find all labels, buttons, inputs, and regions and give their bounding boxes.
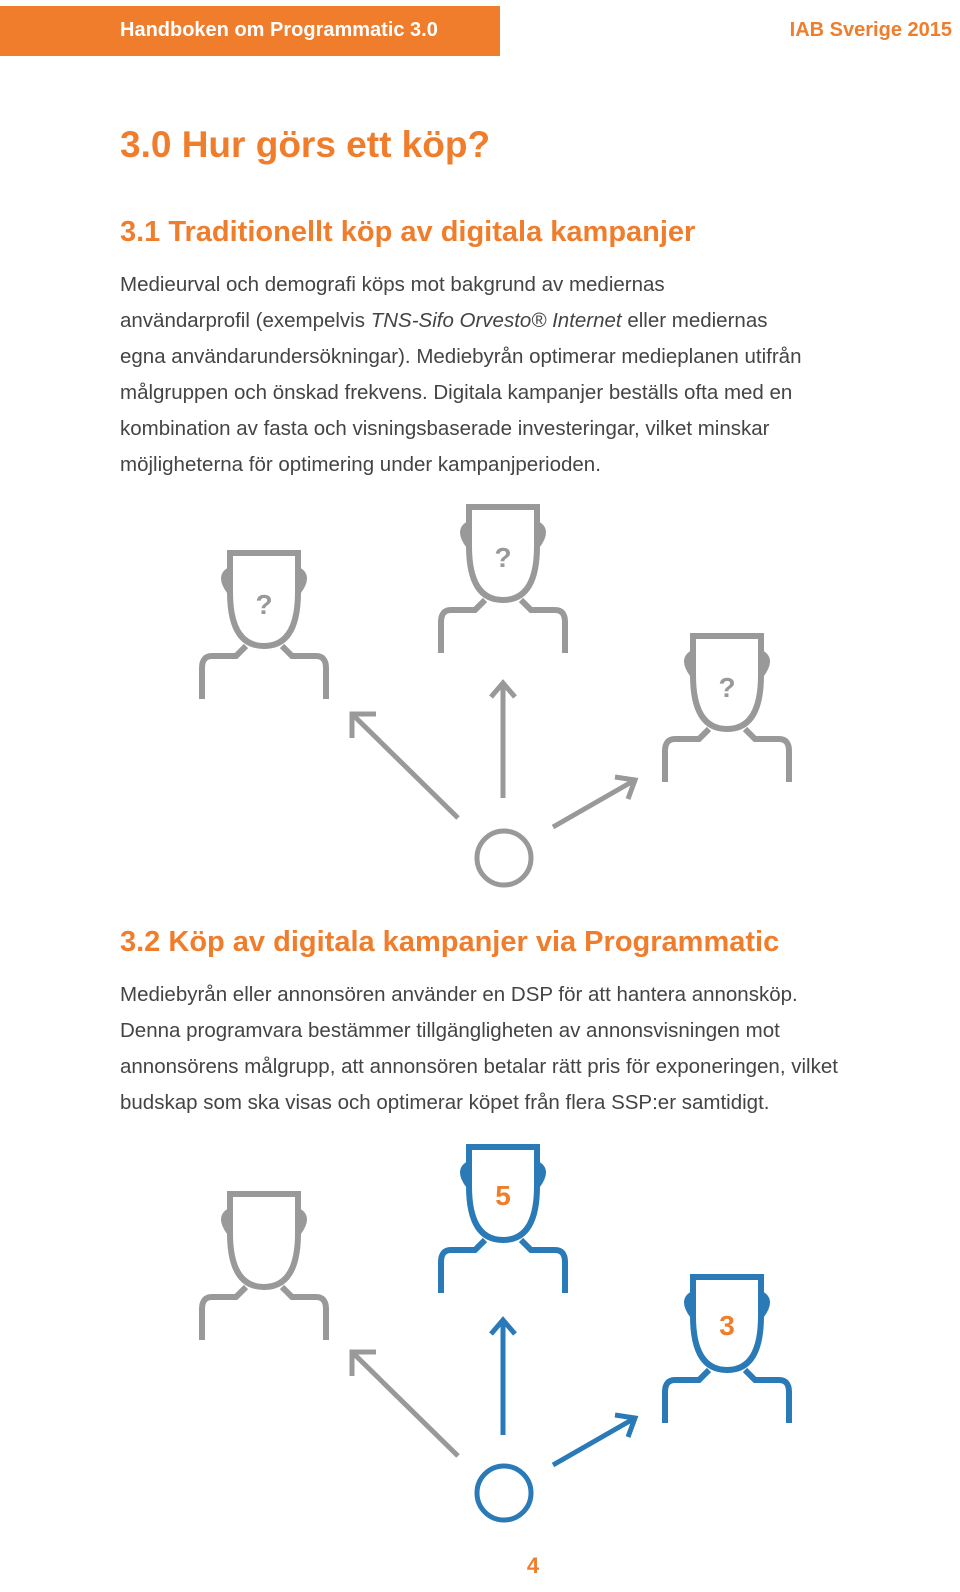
paragraph-line: annonsörens målgrupp, att annonsören betalar rätt pris för exponeringen, vilket bbox=[120, 1055, 838, 1078]
page-title: 3.0 Hur görs ett köp? bbox=[120, 124, 491, 165]
paragraph-line: möjligheterna för optimering under kampanjperioden. bbox=[120, 453, 601, 476]
unknown-label-left: ? bbox=[255, 589, 273, 620]
person-icon-active-right bbox=[665, 1277, 789, 1423]
person-icon-left bbox=[202, 553, 326, 699]
person-icon-active-center bbox=[441, 1147, 565, 1293]
section-paragraph-programmatic bbox=[120, 977, 920, 1121]
paragraph-line: Mediebyrån eller annonsören använder en DSP för att hantera annonsköp. bbox=[120, 983, 798, 1006]
section-heading-traditional: 3.1 Traditionellt köp av digitala kampanjer bbox=[120, 216, 696, 248]
person-icon-inactive bbox=[202, 1194, 326, 1340]
section-heading-programmatic: 3.2 Köp av digitala kampanjer via Programmatic bbox=[120, 926, 780, 958]
paragraph-text: eller mediernas bbox=[621, 309, 768, 332]
page-number: 4 bbox=[526, 1553, 540, 1578]
paragraph-line: målgruppen och önskad frekvens. Digitala kampanjer beställs ofta med en bbox=[120, 381, 793, 404]
paragraph-line: kombination av fasta och visningsbaserade investeringar, vilket minskar bbox=[120, 417, 770, 440]
paragraph-line: Denna programvara bestämmer tillgängligheten av annonsvisningen mot bbox=[120, 1019, 780, 1042]
dsp-circle-icon bbox=[477, 1466, 531, 1520]
arrow-left-shaft bbox=[352, 714, 458, 818]
arrows bbox=[352, 683, 635, 827]
brand-name: TNS-Sifo Orvesto® Internet bbox=[370, 309, 622, 332]
person-icon-center bbox=[441, 507, 565, 653]
paragraph-line: budskap som ska visas och optimerar köpet från flera SSP:er samtidigt. bbox=[120, 1091, 770, 1114]
unknown-label-center: ? bbox=[494, 542, 512, 573]
paragraph-line: egna användarundersökningar). Mediebyrån optimerar medieplanen utifrån bbox=[120, 345, 802, 368]
arrow-right-shaft bbox=[553, 780, 635, 827]
buyer-circle-icon bbox=[477, 831, 531, 885]
traditional-buying-diagram bbox=[0, 500, 960, 900]
person-icon-right bbox=[665, 636, 789, 782]
section-paragraph-traditional bbox=[120, 267, 920, 483]
programmatic-buying-diagram bbox=[0, 1130, 960, 1587]
arrow-right-shaft bbox=[553, 1418, 635, 1465]
header-publisher: IAB Sverige 2015 bbox=[789, 19, 952, 41]
paragraph-line bbox=[120, 303, 920, 339]
arrows bbox=[352, 1320, 635, 1465]
paragraph-line: Medieurval och demografi köps mot bakgrund av mediernas bbox=[120, 273, 665, 296]
score-label-right: 3 bbox=[719, 1310, 735, 1341]
arrow-left-shaft bbox=[352, 1352, 458, 1456]
unknown-label-right: ? bbox=[718, 672, 736, 703]
traditional-diagram-svg bbox=[0, 500, 960, 900]
paragraph-text: användarprofil (exempelvis bbox=[120, 309, 371, 332]
score-label-center: 5 bbox=[495, 1180, 511, 1211]
header-title: Handboken om Programmatic 3.0 bbox=[120, 19, 438, 41]
programmatic-diagram-svg bbox=[0, 1130, 960, 1587]
